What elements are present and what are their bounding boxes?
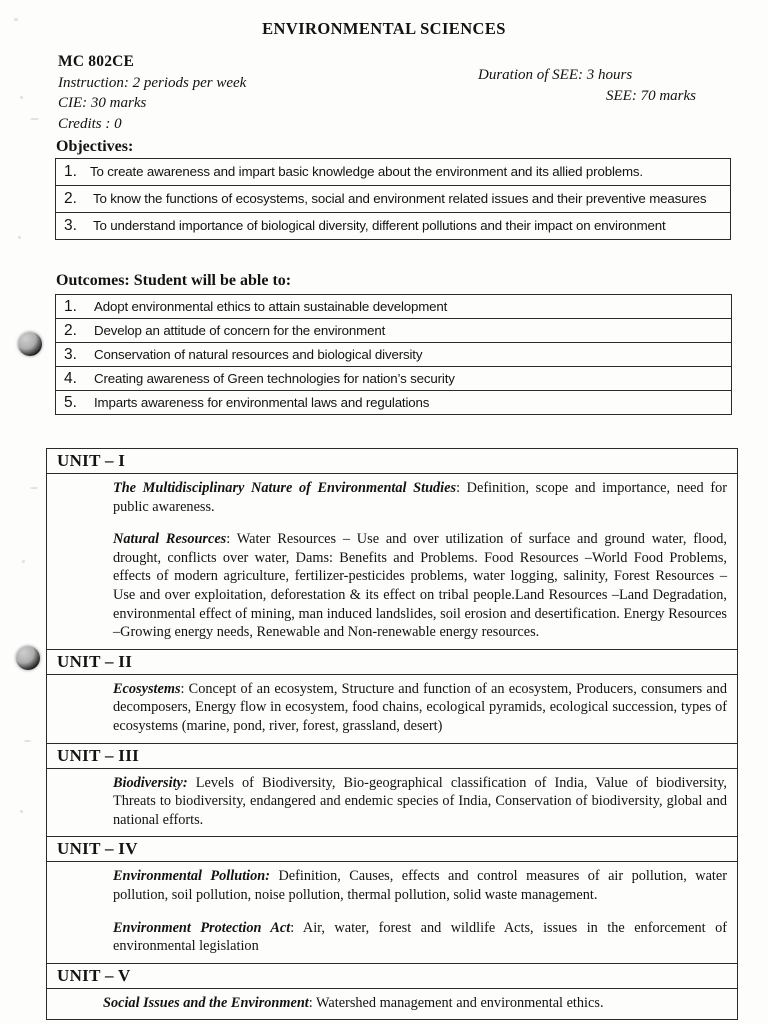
unit-paragraph-lead: Natural Resources bbox=[113, 531, 227, 548]
unit-header: UNIT – III bbox=[47, 744, 737, 769]
outcomes-row bbox=[56, 391, 731, 415]
unit-paragraph bbox=[57, 867, 727, 904]
outcomes-row-text: Adopt environmental ethics to attain sustainable development bbox=[94, 299, 448, 314]
unit-body bbox=[47, 862, 737, 962]
units-table bbox=[46, 448, 738, 1020]
objectives-row-number: 1. bbox=[64, 163, 77, 180]
unit-paragraph-lead: Biodiversity: bbox=[113, 774, 188, 791]
course-meta-right bbox=[478, 65, 708, 106]
unit-paragraph-lead: Social Issues and the Environment bbox=[103, 994, 309, 1011]
unit-block bbox=[47, 744, 737, 838]
unit-body bbox=[47, 769, 737, 837]
unit-paragraph-body: : Concept of an ecosystem, Structure and function of an ecosystem, Producers, consumers and decomposers, Energy flow in ecosystem, food chains, ecological pyramids, ecological succession, types of ecosystems (marine, pond, river, forest, grassland, desert) bbox=[113, 680, 727, 734]
outcomes-row-text: Imparts awareness for environmental laws and regulations bbox=[94, 395, 430, 410]
credits-line: Credits : 0 bbox=[58, 115, 122, 132]
instruction-line: Instruction: 2 periods per week bbox=[58, 74, 247, 91]
outcomes-row-text: Develop an attitude of concern for the environment bbox=[94, 323, 386, 338]
unit-body bbox=[47, 989, 737, 1020]
objectives-table bbox=[55, 158, 731, 240]
outcomes-row bbox=[56, 319, 731, 343]
unit-paragraph-lead: The Multidisciplinary Nature of Environmental Studies bbox=[113, 480, 457, 496]
unit-paragraph bbox=[57, 530, 727, 642]
scan-speckle bbox=[18, 236, 21, 239]
outcomes-row-number: 3. bbox=[64, 346, 77, 363]
unit-header: UNIT – II bbox=[47, 650, 737, 675]
unit-block bbox=[47, 650, 737, 744]
objectives-row-number: 2. bbox=[64, 190, 77, 207]
unit-paragraph-body: : Water Resources – Use and over utilization of surface and ground water, flood, drought, conflicts over water, Dams: Benefits and Problems. Food Resources –World Food Problems, effects of modern agriculture, fertilizer-pesticides problems, water logging, salinity, Forest Resources – Use and over exploitation, deforestation & its effect on tribal people.Land Resources –Land Degradation, environmental effect of mining, man induced landslides, soil erosion and desertification. Energy Resources –Growing energy needs, Renewable and Non-renewable energy resources. bbox=[113, 531, 727, 641]
objectives-row bbox=[56, 186, 730, 213]
unit-paragraph-lead: Environment Protection Act bbox=[113, 919, 291, 936]
duration-see-line: Duration of SEE: 3 hours bbox=[478, 67, 633, 83]
objectives-row-text: To know the functions of ecosystems, social and environment related issues and their preventive measures bbox=[93, 191, 707, 206]
unit-paragraph bbox=[57, 680, 727, 736]
unit-block bbox=[47, 964, 737, 1021]
objectives-row-number: 3. bbox=[64, 217, 77, 234]
unit-paragraph-lead: Environmental Pollution: bbox=[113, 868, 271, 885]
unit-paragraph bbox=[57, 994, 727, 1013]
unit-paragraph bbox=[57, 774, 727, 830]
unit-paragraph bbox=[57, 479, 727, 516]
outcomes-heading: Outcomes: Student will be able to: bbox=[56, 272, 292, 289]
scan-speckle bbox=[30, 118, 39, 120]
objectives-row bbox=[56, 159, 730, 186]
outcomes-row-text: Creating awareness of Green technologies for nation’s security bbox=[94, 371, 455, 386]
objectives-row-text: To understand importance of biological diversity, different pollutions and their impact on environment bbox=[93, 218, 666, 233]
course-code: MC 802CE bbox=[58, 53, 135, 70]
binder-punch-hole-icon bbox=[16, 646, 40, 670]
unit-block bbox=[47, 837, 737, 963]
scan-speckle bbox=[20, 810, 23, 813]
outcomes-row bbox=[56, 295, 731, 319]
outcomes-row-number: 2. bbox=[64, 322, 77, 339]
unit-body bbox=[47, 474, 737, 649]
binder-punch-hole-icon bbox=[18, 332, 42, 356]
objectives-row-text: To create awareness and impart basic knowledge about the environment and its allied problems. bbox=[90, 164, 643, 179]
outcomes-row-text: Conservation of natural resources and biological diversity bbox=[94, 347, 423, 362]
scan-speckle bbox=[22, 560, 25, 563]
objectives-row bbox=[56, 213, 730, 240]
unit-body bbox=[47, 675, 737, 743]
scan-speckle bbox=[24, 740, 31, 742]
outcomes-row-number: 4. bbox=[64, 370, 77, 387]
unit-paragraph bbox=[57, 919, 727, 956]
unit-paragraph-body: : Watershed management and environmental ethics. bbox=[308, 994, 604, 1011]
unit-header: UNIT – IV bbox=[47, 837, 737, 862]
unit-paragraph-lead: Ecosystems bbox=[113, 680, 181, 697]
cie-line: CIE: 30 marks bbox=[58, 95, 147, 111]
page-title: ENVIRONMENTAL SCIENCES bbox=[262, 19, 506, 38]
see-marks-line: SEE: 70 marks bbox=[606, 87, 696, 104]
course-meta-left bbox=[58, 52, 246, 134]
unit-header: UNIT – I bbox=[47, 449, 737, 474]
outcomes-row-number: 1. bbox=[64, 298, 77, 315]
unit-paragraph-body: Definition, Causes, effects and control measures of air pollution, water pollution, soil pollution, noise pollution, thermal pollution, solid waste management. bbox=[113, 868, 727, 903]
outcomes-row-number: 5. bbox=[64, 394, 77, 411]
outcomes-row bbox=[56, 343, 731, 367]
scan-speckle bbox=[30, 487, 38, 489]
unit-header: UNIT – V bbox=[47, 964, 737, 989]
scan-speckle bbox=[20, 96, 23, 99]
unit-paragraph-body: : Air, water, forest and wildlife Acts, issues in the enforcement of environmental legislation bbox=[113, 919, 728, 955]
outcomes-table bbox=[55, 294, 732, 415]
unit-block bbox=[47, 449, 737, 650]
unit-paragraph-body: Levels of Biodiversity, Bio-geographical classification of India, Value of biodiversity, Threats to biodiversity, endangered and endemic species of India, Conservation of biodiversity, global and national efforts. bbox=[113, 774, 727, 828]
objectives-heading: Objectives: bbox=[56, 138, 134, 155]
outcomes-row bbox=[56, 367, 731, 391]
unit-paragraph-body: : Definition, scope and importance, need for public awareness. bbox=[113, 480, 727, 515]
